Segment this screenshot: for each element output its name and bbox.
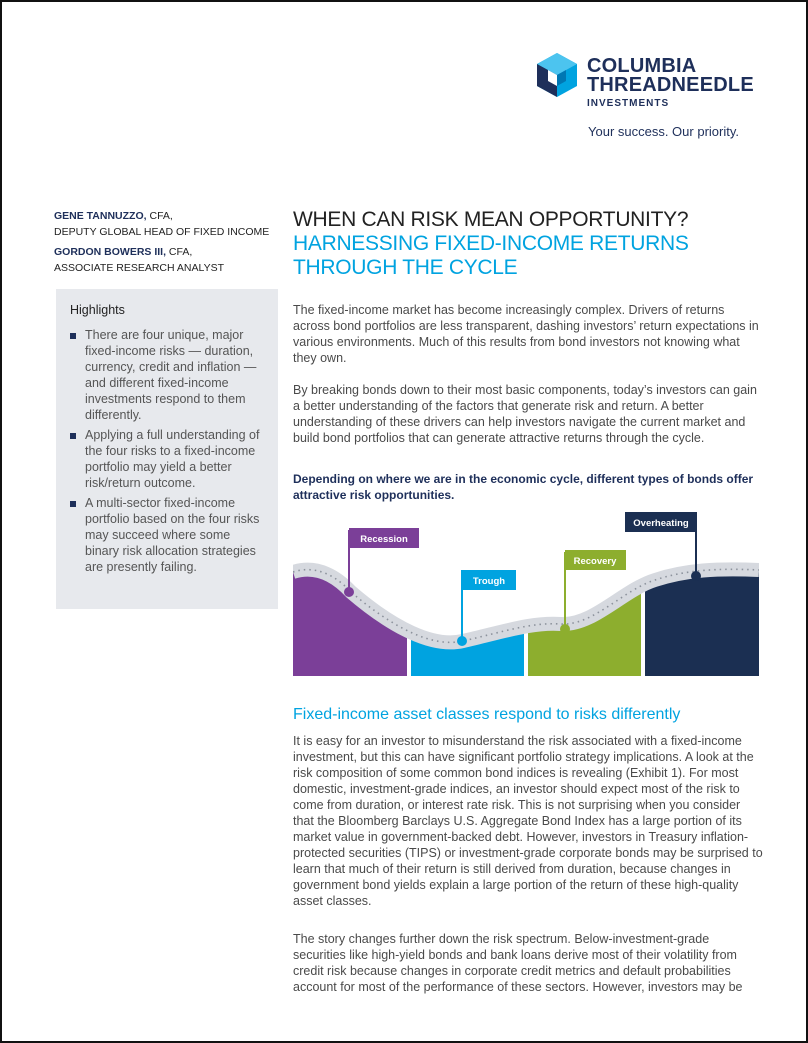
author-role: DEPUTY GLOBAL HEAD OF FIXED INCOME <box>54 226 270 238</box>
recession-marker <box>344 587 354 597</box>
highlight-item <box>70 327 262 423</box>
highlight-item <box>70 427 262 491</box>
body-paragraph-3: It is easy for an investor to misunderstand the risk associated with a fixed-income investment, but this can have significant portfolio strategy implications. A look at the risk composition of some common bond indices is revealing (Exhibit 1). For most domestic, investment-grade indices, an investor should expect most of the risk to come from duration, or interest rate risk. This is not surprising when you consider that the Bloomberg Barclays U.S. Aggregate Bond Index has a large portion of its market value in government-backed debt. However, investors in Treasury inflation-protected securities (TIPS) or investment-grade corporate bonds may be surprised to learn that much of their return is still derived from duration, because changes in government bond yields explain a large portion of the return of these high-quality asset classes. <box>293 734 763 908</box>
recovery-label: Recovery <box>573 556 617 567</box>
author-role: ASSOCIATE RESEARCH ANALYST <box>54 262 224 274</box>
document-title <box>293 208 773 280</box>
cycle-caption: Depending on where we are in the economic cycle, different types of bonds offer attractive risk opportunities. <box>293 472 754 502</box>
overheating-label: Overheating <box>633 518 689 529</box>
recovery-marker <box>560 624 570 634</box>
square-bullet-icon <box>70 501 76 507</box>
logo-line-3: INVESTMENTS <box>587 98 670 109</box>
trough-marker <box>457 636 467 646</box>
body-paragraph-4: The story changes further down the risk spectrum. Below-investment-grade securities like high-yield bonds and bank loans derive most of their volatility from credit risk because changes in corporate credit metrics and default probabilities account for most of the performance of these sectors. However, investors may be <box>293 932 743 994</box>
highlights-box <box>56 289 278 609</box>
tagline: Your success. Our priority. <box>588 124 739 139</box>
economic-cycle-diagram <box>293 510 759 680</box>
trough-band <box>411 510 524 676</box>
author-1 <box>54 208 284 240</box>
highlight-text: Applying a full understanding of the four risks to a fixed-income portfolio may yield a better risk/return outcome. <box>85 428 260 490</box>
logo-cube-icon <box>532 50 582 100</box>
overheating-marker <box>691 571 701 581</box>
author-credential: CFA, <box>146 210 173 222</box>
highlight-item <box>70 495 262 575</box>
logo-line-2: THREADNEEDLE <box>587 74 754 96</box>
title-line-1: WHEN CAN RISK MEAN OPPORTUNITY? <box>293 208 689 231</box>
author-name: GORDON BOWERS III, <box>54 246 167 258</box>
title-line-3: THROUGH THE CYCLE <box>293 256 518 279</box>
highlight-text: There are four unique, major fixed-income risks — duration, currency, credit and inflation — and different fixed-income investments respond to them differently. <box>85 328 257 422</box>
company-logo <box>532 50 772 150</box>
overheating-band <box>645 510 759 676</box>
author-name: GENE TANNUZZO, <box>54 210 147 222</box>
trough-label: Trough <box>472 576 506 587</box>
highlights-title: Highlights <box>70 303 125 317</box>
author-2 <box>54 244 284 276</box>
logo-line-1: COLUMBIA <box>587 55 697 77</box>
section-heading: Fixed-income asset classes respond to risks differently <box>293 706 681 723</box>
logo-wordmark <box>587 57 754 111</box>
recession-label: Recession <box>360 534 408 545</box>
intro-paragraph-2: By breaking bonds down to their most basic components, today’s investors can gain a better understanding of the factors that generate risk and return. A better understanding of these drivers can help investors navigate the current market and build bond portfolios that can generate attractive returns through the cycle. <box>293 383 757 445</box>
square-bullet-icon <box>70 333 76 339</box>
highlight-text: A multi-sector fixed-income portfolio based on the four risks may succeed where some binary risk allocation strategies are presently failing. <box>85 496 260 574</box>
square-bullet-icon <box>70 433 76 439</box>
authors <box>54 208 284 280</box>
intro-paragraph-1: The fixed-income market has become increasingly complex. Drivers of returns across bond portfolios are less transparent, dashing investors’ return expectations in various environments. Much of this results from bond investors not knowing what they own. <box>293 303 759 365</box>
title-line-2: HARNESSING FIXED-INCOME RETURNS <box>293 232 689 255</box>
author-credential: CFA, <box>166 246 193 258</box>
